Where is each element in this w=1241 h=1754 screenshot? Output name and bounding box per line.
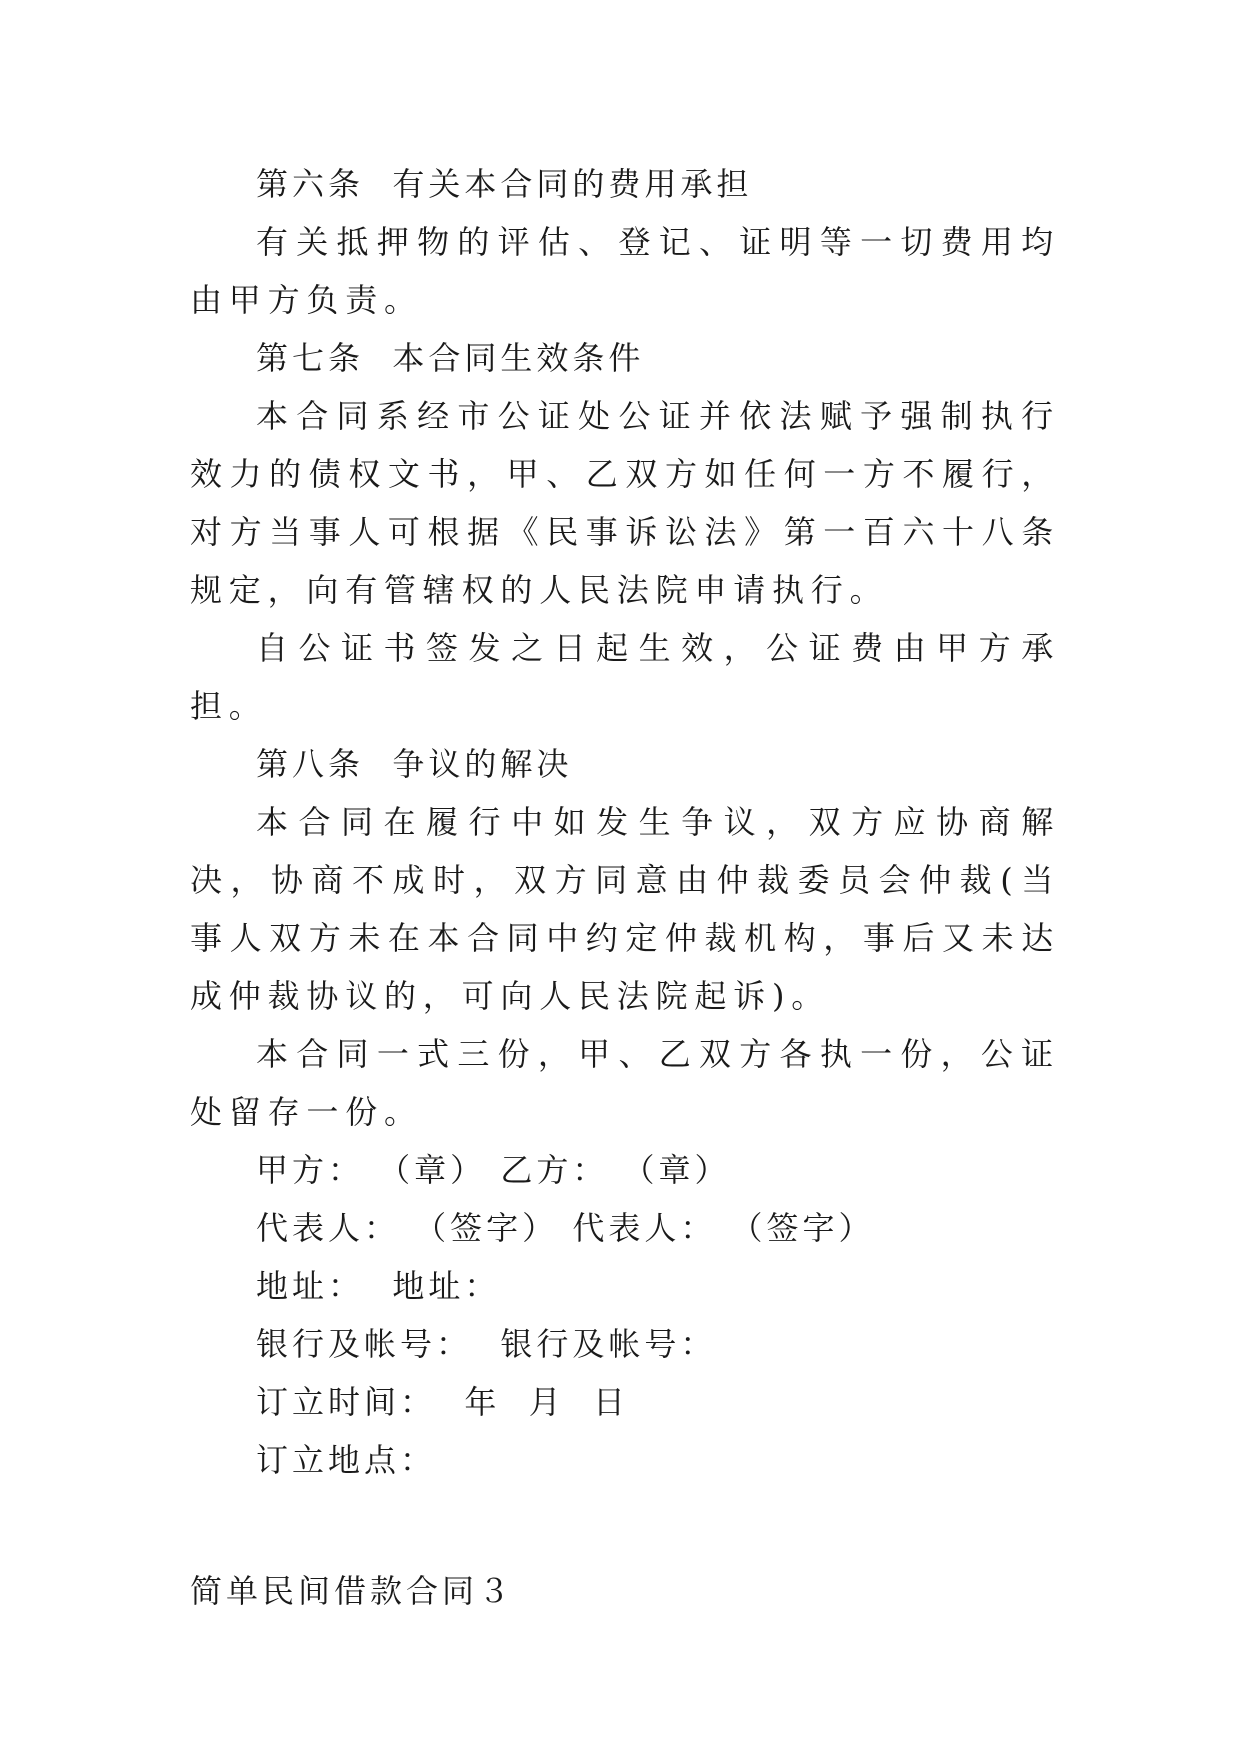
signature-block — [190, 1141, 1060, 1489]
article-7-body-2: 自公证书签发之日起生效，公证费由甲方承担。 — [190, 629, 1060, 725]
article-7-heading: 第七条 本合同生效条件 — [256, 339, 645, 377]
article-8-body-1: 本合同在履行中如发生争议，双方应协商解决，协商不成时，双方同意由仲裁委员会仲裁(当事人双方未在本合同中约定仲裁机构，事后又未达成仲裁协议的，可向人民法院起诉)。 — [190, 803, 1060, 1015]
bank-account-line: 银行及帐号： 银行及帐号： — [256, 1325, 717, 1363]
signing-place-line: 订立地点： — [256, 1441, 437, 1479]
next-section-title: 简单民间借款合同３ — [190, 1572, 515, 1610]
article-6-body: 有关抵押物的评估、登记、证明等一切费用均由甲方负责。 — [190, 223, 1060, 319]
article-6-heading: 第六条 有关本合同的费用承担 — [256, 165, 753, 203]
article-8-heading: 第八条 争议的解决 — [256, 745, 573, 783]
party-line: 甲方： （章） 乙方： （章） — [256, 1151, 731, 1189]
article-7-body-1: 本合同系经市公证处公证并依法赋予强制执行效力的债权文书，甲、乙双方如任何一方不履行，对方当事人可根据《民事诉讼法》第一百六十八条规定，向有管辖权的人民法院申请执行。 — [190, 397, 1060, 609]
representative-line: 代表人： （签字） 代表人： （签字） — [256, 1209, 875, 1247]
signing-date-line: 订立时间： 年 月 日 — [256, 1383, 630, 1421]
document-body — [190, 155, 1060, 1489]
address-line: 地址： 地址： — [256, 1267, 501, 1305]
article-8-body-2: 本合同一式三份，甲、乙双方各执一份，公证处留存一份。 — [190, 1035, 1060, 1131]
